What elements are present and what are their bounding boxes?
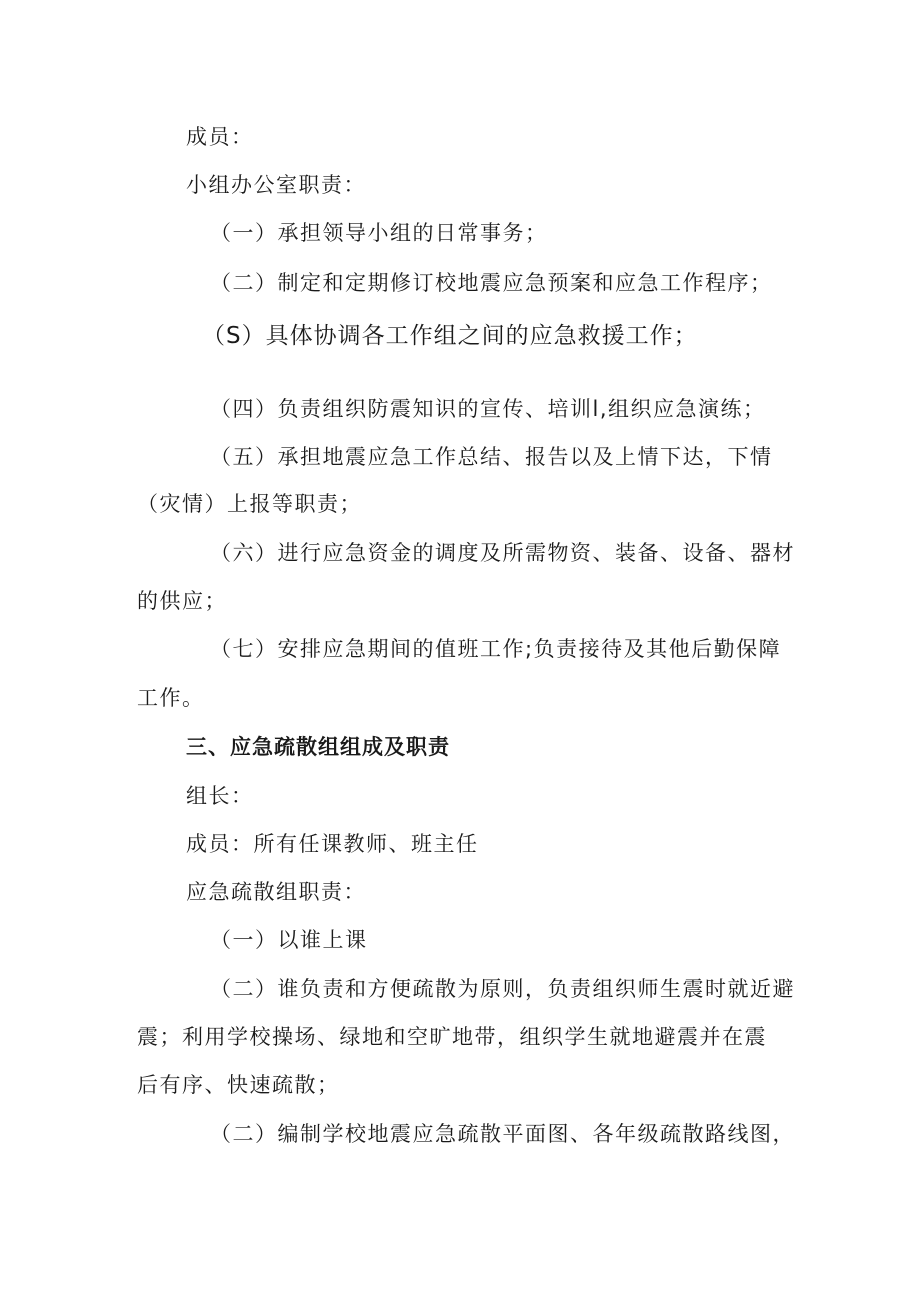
evac-duty-2-cont-2: 后有序、快速疏散； <box>137 1073 340 1097</box>
office-duty-6: （六）进行应急资金的调度及所需物资、装备、设备、器材 <box>210 541 795 565</box>
office-duty-2: （二）制定和定期修订校地震应急预案和应急工作程序； <box>210 271 773 295</box>
office-duty-3: （S）具体协调各工作组之间的应急救援工作； <box>202 323 698 349</box>
office-duty-7-cont: 工作。 <box>137 686 205 710</box>
evac-duty-2-cont: 震；利用学校操场、绿地和空旷地带，组织学生就地避震并在震 <box>137 1025 767 1049</box>
section-3-heading: 三、应急疏散组组成及职责 <box>186 735 450 759</box>
office-duty-4: （四）负责组织防震知识的宣传、培训l,组织应急演练； <box>210 397 766 421</box>
office-duty-5: （五）承担地震应急工作总结、报告以及上情下达，下情 <box>210 445 773 469</box>
evac-duties-label: 应急疏散组职责： <box>186 880 366 904</box>
office-duty-1: （一）承担领导小组的日常事务； <box>210 221 548 245</box>
office-duty-7: （七）安排应急期间的值班工作;负责接待及其他后勤保障 <box>210 637 782 661</box>
office-duties-label: 小组办公室职责： <box>186 173 366 197</box>
office-duty-5-cont: （灾情）上报等职责； <box>137 492 362 516</box>
evac-duty-3: （二）编制学校地震应急疏散平面图、各年级疏散路线图， <box>210 1122 795 1146</box>
members-line: 成员：所有任课教师、班主任 <box>186 832 479 856</box>
group-leader-label: 组长： <box>186 784 254 808</box>
members-label: 成员： <box>186 125 254 149</box>
office-duty-6-cont: 的供应； <box>137 589 227 613</box>
evac-duty-1: （一）以谁上课 <box>210 928 368 952</box>
evac-duty-2: （二）谁负责和方便疏散为原则，负责组织师生震时就近避 <box>210 977 795 1001</box>
